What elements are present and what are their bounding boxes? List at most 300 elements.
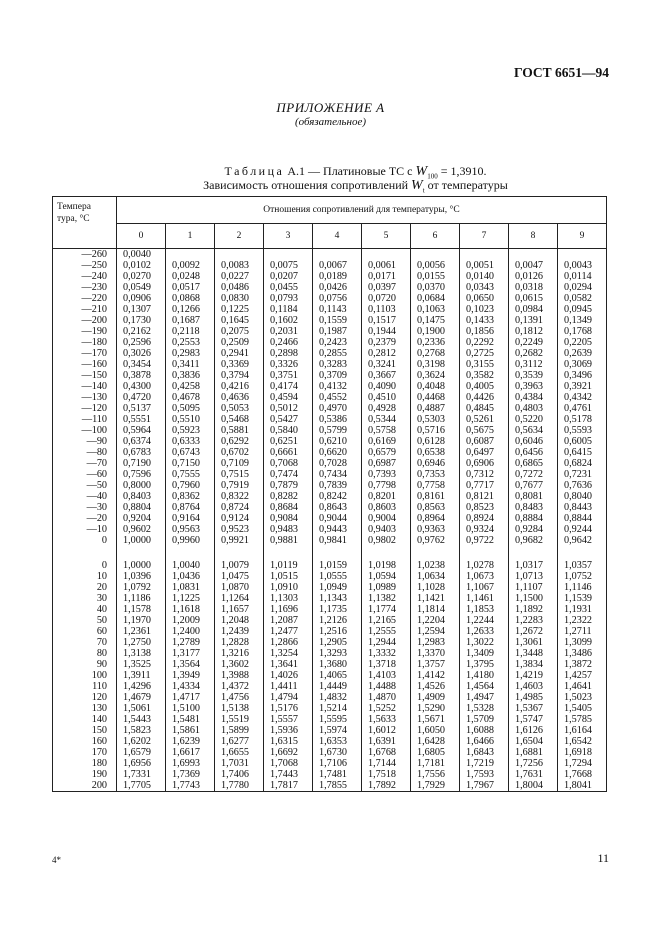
table-row [53,593,607,604]
ratio-cell: 0,5964 [117,425,166,436]
caption-number: А.1 — [287,164,321,178]
temperature-cell: —100 [53,425,117,436]
temperature-cell: 200 [53,780,117,792]
ratio-cell: 0,7960 [166,480,215,491]
ratio-cell: 0,0756 [313,293,362,304]
ratio-cell: 0,9044 [313,513,362,524]
ratio-cell: 1,5443 [117,714,166,725]
ratio-cell: 0,9443 [313,524,362,535]
table-row [53,714,607,725]
ratio-cell: 0,5178 [558,414,607,425]
column-digit-header-row [53,224,607,249]
ratio-cell: 0,0102 [117,260,166,271]
ratio-cell: 0,5220 [509,414,558,425]
ratio-cell: 1,2009 [166,615,215,626]
ratio-cell: 0,0075 [264,260,313,271]
ratio-cell: 0,4048 [411,381,460,392]
appendix-title: ПРИЛОЖЕНИЕ А [276,100,385,115]
w-value: = 1,3910. [440,164,487,178]
ratio-cell: 0,0906 [117,293,166,304]
ratio-cell: 0,3878 [117,370,166,381]
ratio-cell: 0,7028 [313,458,362,469]
ratio-cell: 0,1349 [558,315,607,326]
ratio-cell: 1,6542 [558,736,607,747]
table-row [53,780,607,792]
ratio-cell: 0,8964 [411,513,460,524]
ratio-cell: 0,0092 [166,260,215,271]
ratio-cell: 0,0830 [215,293,264,304]
ratio-cell: 0,5716 [411,425,460,436]
ratio-cell: 0,2941 [215,348,264,359]
table-row [53,615,607,626]
ratio-cell: 1,3022 [460,637,509,648]
ratio-cell: 1,1814 [411,604,460,615]
ratio-cell: 0,2812 [362,348,411,359]
ratio-cell: 1,4603 [509,681,558,692]
ratio-cell: 0,0207 [264,271,313,282]
ratio-cell: 0,4132 [313,381,362,392]
ratio-cell: 0,5137 [117,403,166,414]
temperature-cell: —170 [53,348,117,359]
temperature-cell: —150 [53,370,117,381]
column-header-7: 7 [460,224,509,249]
ratio-cell: 0,3836 [166,370,215,381]
ratio-cell: 0,1143 [313,304,362,315]
ratio-cell: 0,9084 [264,513,313,524]
ratio-cell: 1,3988 [215,670,264,681]
table-row [53,249,607,261]
ratio-cell: 0,6579 [362,447,411,458]
ratio-cell: 1,0436 [166,571,215,582]
ratio-cell: 1,3448 [509,648,558,659]
ratio-cell: 1,3370 [411,648,460,659]
ratio-cell: 0,6456 [509,447,558,458]
ratio-cell: 0,4426 [460,392,509,403]
table-row [53,414,607,425]
ratio-cell: 0,9284 [509,524,558,535]
ratio-cell: 1,7518 [362,769,411,780]
ratio-cell: 0,1225 [215,304,264,315]
table-row [53,703,607,714]
temperature-cell: 10 [53,571,117,582]
ratio-cell: 0,9841 [313,535,362,546]
ratio-cell: 1,1892 [509,604,558,615]
table-row [53,480,607,491]
ratio-cell: 0,4005 [460,381,509,392]
temperature-cell: —140 [53,381,117,392]
ratio-cell: 1,5671 [411,714,460,725]
ratio-cell: 1,6012 [362,725,411,736]
ratio-cell: 0,4678 [166,392,215,403]
ratio-cell: 0,9563 [166,524,215,535]
ratio-cell: 0,6987 [362,458,411,469]
ratio-cell: 0,1307 [117,304,166,315]
ratio-cell: 0,0171 [362,271,411,282]
ratio-cell: 1,7443 [264,769,313,780]
ratio-cell: 0,2118 [166,326,215,337]
ratio-cell: 0,2682 [509,348,558,359]
ratio-cell: 0,6620 [313,447,362,458]
ratio-cell: 1,3099 [558,637,607,648]
ratio-cell: 1,3680 [313,659,362,670]
ratio-cell: 1,5633 [362,714,411,725]
ratio-cell: 0,0582 [558,293,607,304]
ratio-cell: 0,6005 [558,436,607,447]
ratio-cell: 0,5344 [362,414,411,425]
ratio-cell: 0,1687 [166,315,215,326]
ratio-cell: 1,6956 [117,758,166,769]
resistance-ratio-table [52,196,607,792]
ratio-cell: 1,2866 [264,637,313,648]
ratio-cell: 0,0684 [411,293,460,304]
ratio-cell: 0,4552 [313,392,362,403]
ratio-cell: 1,4103 [362,670,411,681]
ratio-cell: 0,6702 [215,447,264,458]
ratio-cell: 1,0278 [460,560,509,571]
ratio-cell: 0,0486 [215,282,264,293]
ratio-cell: 0,1184 [264,304,313,315]
ratio-cell: 0,3155 [460,359,509,370]
ratio-cell: 0,8081 [509,491,558,502]
ratio-cell: 0,0945 [558,304,607,315]
ratio-cell: 1,6315 [264,736,313,747]
temperature-cell: 60 [53,626,117,637]
ratio-cell: 0,4887 [411,403,460,414]
ratio-cell: 1,7780 [215,780,264,792]
table-row [53,370,607,381]
temperature-cell: 160 [53,736,117,747]
temperature-cell: —160 [53,359,117,370]
w-subscript: 100 [427,172,438,181]
ratio-cell: 1,7406 [215,769,264,780]
ratio-cell: 0,3241 [362,359,411,370]
ratio-cell: 0,0318 [509,282,558,293]
document-standard-number: ГОСТ 6651—94 [513,65,609,80]
column-header-6: 6 [411,224,460,249]
ratio-cell: 0,0248 [166,271,215,282]
ratio-cell [460,249,509,261]
ratio-cell: 0,7798 [362,480,411,491]
temperature-cell: 0 [53,560,117,571]
ratio-cell: 1,1146 [558,582,607,593]
ratio-cell: 0,2768 [411,348,460,359]
ratio-cell: 1,5138 [215,703,264,714]
caption-line2-post: от температуры [427,178,508,192]
ratio-cell: 0,5303 [411,414,460,425]
temperature-cell: —250 [53,260,117,271]
ratio-cell: 0,8563 [411,502,460,513]
ratio-cell: 0,5758 [362,425,411,436]
ratio-cell: 0,7272 [509,469,558,480]
ratio-cell: 1,2983 [411,637,460,648]
ratio-cell: 0,8040 [558,491,607,502]
ratio-cell: 0,4090 [362,381,411,392]
ratio-cell: 1,1421 [411,593,460,604]
table-row [53,725,607,736]
ratio-cell: 1,0594 [362,571,411,582]
ratio-cell: 0,0397 [362,282,411,293]
table-row [53,293,607,304]
ratio-cell: 0,9642 [558,535,607,546]
ratio-cell: 0,6743 [166,447,215,458]
temperature-cell: —70 [53,458,117,469]
ratio-cell: 1,1578 [117,604,166,615]
ratio-cell: 0,9004 [362,513,411,524]
ratio-group-header: Отношения сопротивлений для температуры, °С [117,197,607,224]
ratio-cell: 1,2555 [362,626,411,637]
ratio-cell: 1,1853 [460,604,509,615]
temperature-cell: —210 [53,304,117,315]
ratio-cell: 1,1970 [117,615,166,626]
table-row [53,359,607,370]
ratio-cell: 1,4641 [558,681,607,692]
ratio-cell: 1,6993 [166,758,215,769]
ratio-cell: 0,3198 [411,359,460,370]
ratio-cell: 0,3921 [558,381,607,392]
ratio-cell: 1,7106 [313,758,362,769]
ratio-cell: 0,6169 [362,436,411,447]
table-row [53,637,607,648]
ratio-cell: 1,4257 [558,670,607,681]
table-row [53,392,607,403]
ratio-cell: 0,4384 [509,392,558,403]
ratio-cell: 1,6277 [215,736,264,747]
ratio-cell: 1,1343 [313,593,362,604]
ratio-cell: 0,0615 [509,293,558,304]
temperature-cell: 30 [53,593,117,604]
column-header-2: 2 [215,224,264,249]
ratio-cell: 1,4449 [313,681,362,692]
column-header-5: 5 [362,224,411,249]
ratio-cell: 0,7393 [362,469,411,480]
ratio-cell: 0,2983 [166,348,215,359]
ratio-cell: 1,4985 [509,692,558,703]
ratio-cell: 0,5840 [264,425,313,436]
temperature-column-header [53,197,117,249]
table-row [53,659,607,670]
ratio-cell: 0,6824 [558,458,607,469]
ratio-cell: 1,1500 [509,593,558,604]
wt-symbol: W [411,178,423,193]
ratio-cell: 1,3332 [362,648,411,659]
ratio-cell: 1,2944 [362,637,411,648]
column-header-1: 1 [166,224,215,249]
ratio-cell: 0,1730 [117,315,166,326]
ratio-cell: 1,4488 [362,681,411,692]
table-row [53,626,607,637]
ratio-cell: 0,3069 [558,359,607,370]
ratio-cell: 0,1433 [460,315,509,326]
ratio-cell: 1,2361 [117,626,166,637]
ratio-cell: 1,6164 [558,725,607,736]
ratio-cell: 1,7855 [313,780,362,792]
ratio-cell: 0,1063 [411,304,460,315]
ratio-cell: 0,6946 [411,458,460,469]
ratio-cell: 1,7256 [509,758,558,769]
ratio-cell: 1,6805 [411,747,460,758]
ratio-cell: 0,1023 [460,304,509,315]
ratio-cell: 0,0294 [558,282,607,293]
ratio-cell: 1,2126 [313,615,362,626]
caption-text: Платиновые ТС с [323,164,413,178]
temperature-cell: 90 [53,659,117,670]
ratio-cell: 0,3539 [509,370,558,381]
table-row [53,447,607,458]
ratio-cell: 1,1264 [215,593,264,604]
ratio-cell: 0,3369 [215,359,264,370]
ratio-cell: 0,5593 [558,425,607,436]
ratio-cell: 0,0040 [117,249,166,261]
ratio-cell [166,249,215,261]
ratio-cell: 0,9881 [264,535,313,546]
ratio-cell: 0,7839 [313,480,362,491]
ratio-cell: 1,3216 [215,648,264,659]
ratio-cell: 0,5095 [166,403,215,414]
ratio-cell: 0,6046 [509,436,558,447]
ratio-cell: 0,9960 [166,535,215,546]
ratio-cell: 0,3709 [313,370,362,381]
ratio-cell: 1,6353 [313,736,362,747]
ratio-cell: 0,7758 [411,480,460,491]
ratio-cell: 1,5328 [460,703,509,714]
ratio-cell: 0,6374 [117,436,166,447]
ratio-cell: 0,4342 [558,392,607,403]
ratio-cell: 1,3486 [558,648,607,659]
temperature-cell: —120 [53,403,117,414]
ratio-cell: 1,1539 [558,593,607,604]
ratio-cell: 1,8041 [558,780,607,792]
ratio-cell: 0,8844 [558,513,607,524]
ratio-cell [558,249,607,261]
ratio-cell: 0,3283 [313,359,362,370]
ratio-cell: 1,6579 [117,747,166,758]
ratio-cell: 0,8523 [460,502,509,513]
ratio-cell: 1,7331 [117,769,166,780]
ratio-cell: 1,7631 [509,769,558,780]
ratio-cell: 0,8322 [215,491,264,502]
ratio-cell: 0,0114 [558,271,607,282]
table-row [53,571,607,582]
ratio-cell: 1,7892 [362,780,411,792]
ratio-cell: 0,2249 [509,337,558,348]
temperature-cell: 190 [53,769,117,780]
ratio-cell: 0,7717 [460,480,509,491]
temperature-cell: 110 [53,681,117,692]
column-header-0: 0 [117,224,166,249]
ratio-cell: 0,7596 [117,469,166,480]
ratio-cell: 1,7144 [362,758,411,769]
ratio-cell: 0,1517 [362,315,411,326]
table-row [53,736,607,747]
ratio-cell: 0,0455 [264,282,313,293]
table-row [53,692,607,703]
table-row [53,648,607,659]
ratio-cell: 1,7817 [264,780,313,792]
temperature-cell: —80 [53,447,117,458]
ratio-cell: 0,4510 [362,392,411,403]
ratio-cell: 0,1103 [362,304,411,315]
temperature-cell: —20 [53,513,117,524]
temperature-cell: —130 [53,392,117,403]
ratio-cell: 1,1618 [166,604,215,615]
ratio-cell: 1,8004 [509,780,558,792]
ratio-cell: 1,0989 [362,582,411,593]
negative-temperature-rows [53,249,607,547]
section-gap [53,546,607,560]
temperature-cell: —260 [53,249,117,261]
ratio-cell: 1,3911 [117,670,166,681]
ratio-cell: 1,2905 [313,637,362,648]
ratio-cell: 0,5053 [215,403,264,414]
ratio-cell: 1,0713 [509,571,558,582]
ratio-cell: 1,5557 [264,714,313,725]
ratio-cell: 1,3293 [313,648,362,659]
ratio-cell: 1,2594 [411,626,460,637]
ratio-cell: 0,0517 [166,282,215,293]
temperature-cell: —220 [53,293,117,304]
ratio-cell: 1,6881 [509,747,558,758]
ratio-cell: 0,8121 [460,491,509,502]
ratio-cell: 0,1602 [264,315,313,326]
table-row [53,458,607,469]
temperature-cell: 50 [53,615,117,626]
ratio-cell: 1,2516 [313,626,362,637]
ratio-cell: 0,8764 [166,502,215,513]
ratio-cell: 1,2400 [166,626,215,637]
ratio-cell: 1,2204 [411,615,460,626]
ratio-cell: 1,3757 [411,659,460,670]
ratio-cell: 0,4636 [215,392,264,403]
column-header-4: 4 [313,224,362,249]
temperature-cell: 140 [53,714,117,725]
temperature-cell: —60 [53,469,117,480]
ratio-cell: 1,0000 [117,560,166,571]
ratio-cell: 0,0189 [313,271,362,282]
ratio-cell: 0,4216 [215,381,264,392]
temperature-cell: 70 [53,637,117,648]
ratio-cell: 0,0061 [362,260,411,271]
ratio-cell: 1,6391 [362,736,411,747]
temperature-cell: 120 [53,692,117,703]
ratio-cell: 0,9523 [215,524,264,535]
ratio-cell: 1,2439 [215,626,264,637]
ratio-cell: 0,3624 [411,370,460,381]
ratio-cell: 1,2750 [117,637,166,648]
ratio-cell: 0,7068 [264,458,313,469]
column-header-9: 9 [558,224,607,249]
ratio-cell: 1,2048 [215,615,264,626]
ratio-cell: 0,8724 [215,502,264,513]
ratio-cell: 0,4594 [264,392,313,403]
ratio-cell: 1,3254 [264,648,313,659]
ratio-cell: 1,2633 [460,626,509,637]
ratio-cell: 0,1475 [411,315,460,326]
ratio-cell: 1,0317 [509,560,558,571]
ratio-cell: 1,4870 [362,692,411,703]
ratio-cell: 0,5923 [166,425,215,436]
ratio-cell: 1,6126 [509,725,558,736]
ratio-cell: 0,0984 [509,304,558,315]
ratio-cell: 1,5023 [558,692,607,703]
ratio-cell [313,249,362,261]
ratio-cell: 1,5252 [362,703,411,714]
ratio-cell: 1,3718 [362,659,411,670]
ratio-cell: 0,4468 [411,392,460,403]
ratio-cell: 0,7231 [558,469,607,480]
ratio-cell: 1,1735 [313,604,362,615]
ratio-cell: 0,0051 [460,260,509,271]
ratio-cell: 1,5785 [558,714,607,725]
